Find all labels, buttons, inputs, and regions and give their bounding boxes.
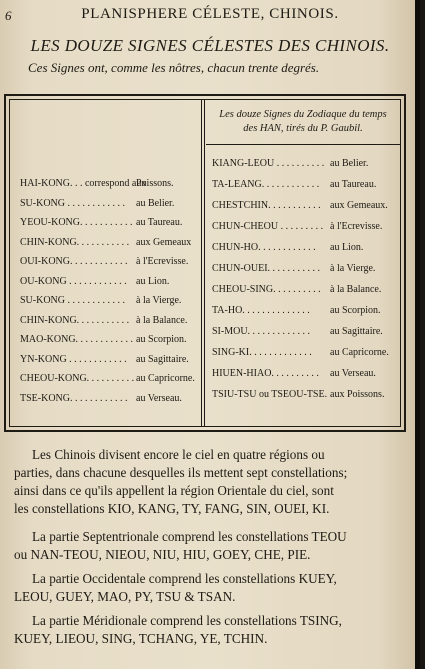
column-divider (201, 100, 202, 426)
right-sign-value: au Scorpion. (330, 305, 381, 316)
right-sign-value: au Capricorne. (330, 347, 389, 358)
zodiac-table-inner (9, 99, 401, 427)
right-sign-value: à la Balance. (330, 284, 382, 295)
paragraph-line: ainsi dans ce qu'ils appellent la région Orientale du ciel, sont (14, 483, 334, 498)
page-number: 6 (5, 8, 12, 23)
left-sign-value: à la Vierge. (136, 295, 182, 306)
left-sign-value: au Belier. (136, 197, 175, 209)
running-title: PLANISPHERE CÉLESTE, CHINOIS. (81, 6, 339, 22)
right-sign-value: au Verseau. (330, 368, 376, 379)
right-sign-name: CHUN-CHEOU . . . . . . . . . (212, 221, 324, 232)
paragraph (14, 570, 406, 606)
left-sign-value: Poissons. (136, 178, 174, 189)
left-sign-name: SU-KONG . . . . . . . . . . . . (20, 295, 125, 306)
left-sign-name: CHIN-KONG. . . . . . . . . . . (20, 314, 130, 326)
right-sign-name: KIANG-LEOU . . . . . . . . . . (212, 158, 325, 169)
left-sign-name: OUI-KONG. . . . . . . . . . . . (20, 256, 128, 267)
left-sign-name: HAI-KONG. . . correspond aux (20, 178, 147, 189)
left-sign-name: MAO-KONG. . . . . . . . . . . . (20, 334, 134, 345)
left-sign-name: YN-KONG . . . . . . . . . . . . (20, 353, 127, 365)
paragraph-line: LEOU, GUEY, MAO, PY, TSU & TSAN. (14, 589, 236, 604)
right-sign-value: au Taureau. (330, 179, 377, 190)
paragraph-line: La partie Méridionale comprend les constellations TSING, (32, 613, 342, 628)
left-sign-name: OU-KONG . . . . . . . . . . . . (20, 275, 127, 287)
right-sign-value: au Lion. (330, 242, 364, 253)
right-sign-name: TA-HO. . . . . . . . . . . . . . (212, 305, 310, 316)
right-sign-name: HIUEN-HIAO. . . . . . . . . . (212, 368, 319, 379)
right-header-line: Les douze Signes du Zodiaque du temps (219, 109, 387, 120)
left-sign-value: au Taureau. (136, 217, 183, 228)
paragraph-line: parties, dans chacune desquelles ils mettent sept constellations; (14, 465, 348, 480)
left-sign-value: au Scorpion. (136, 334, 187, 345)
right-sign-value: aux Gemeaux. (330, 200, 388, 211)
left-sign-value: à l'Ecrevisse. (136, 256, 189, 267)
left-sign-value: au Lion. (136, 275, 170, 287)
right-sign-name: SING-KI. . . . . . . . . . . . . (212, 347, 312, 358)
paragraph-line: Les Chinois divisent encore le ciel en quatre régions ou (32, 447, 325, 462)
paragraph-line: ou NAN-TEOU, NIEOU, NIU, HIU, GOEY, CHE, PIE. (14, 547, 311, 562)
left-sign-value: au Capricorne. (136, 373, 195, 384)
right-sign-value: au Belier. (330, 158, 369, 169)
right-sign-name: CHUN-OUEI. . . . . . . . . . . (212, 263, 321, 274)
left-sign-value: à la Balance. (136, 314, 188, 326)
right-sign-value: à l'Ecrevisse. (330, 221, 383, 232)
right-sign-name: CHESTCHIN. . . . . . . . . . . (212, 200, 321, 211)
column-divider-inner (204, 100, 205, 426)
left-sign-name: TSE-KONG. . . . . . . . . . . . (20, 392, 128, 404)
paragraph-line: KUEY, LIEOU, SING, TCHANG, YE, TCHIN. (14, 631, 268, 646)
right-sign-name: SI-MOU. . . . . . . . . . . . . (212, 326, 311, 337)
left-sign-name: CHEOU-KONG. . . . . . . . . . (20, 373, 135, 384)
left-sign-value: aux Gemeaux (136, 236, 192, 248)
right-sign-name: TSIU-TSU ou TSEOU-TSE. (212, 389, 328, 400)
paragraph (14, 446, 406, 518)
right-sign-value: aux Poissons. (330, 389, 385, 400)
right-sign-name: CHEOU-SING. . . . . . . . . . (212, 284, 321, 295)
left-sign-value: au Verseau. (136, 392, 182, 404)
paragraph-line: La partie Septentrionale comprend les constellations TEOU (32, 529, 347, 544)
right-sign-value: au Sagittaire. (330, 326, 383, 337)
right-sign-value: à la Vierge. (330, 263, 376, 274)
section-subtitle: Ces Signes ont, comme les nôtres, chacun trente degrés. (28, 60, 320, 75)
paragraph (14, 612, 406, 648)
paragraph (14, 528, 406, 564)
right-column-header (210, 108, 396, 136)
page-edge (415, 0, 420, 669)
left-sign-value: au Sagittaire. (136, 353, 189, 365)
paragraph-line: La partie Occidentale comprend les constellations KUEY, (32, 571, 337, 586)
left-sign-name: YEOU-KONG. . . . . . . . . . . (20, 217, 133, 228)
left-sign-name: SU-KONG . . . . . . . . . . . . (20, 197, 125, 209)
right-header-line: des HAN, tirés du P. Gaubil. (243, 123, 363, 134)
left-sign-name: CHIN-KONG. . . . . . . . . . . (20, 236, 130, 248)
right-sign-name: CHUN-HO. . . . . . . . . . . . (212, 242, 316, 253)
right-sign-name: TA-LEANG. . . . . . . . . . . . (212, 179, 320, 190)
header-rule (206, 144, 400, 145)
zodiac-table (4, 94, 406, 432)
paragraph-line: les constellations KIO, KANG, TY, FANG, SIN, OUEI, KI. (14, 501, 330, 516)
section-title: LES DOUZE SIGNES CÉLESTES DES CHINOIS. (30, 36, 390, 55)
